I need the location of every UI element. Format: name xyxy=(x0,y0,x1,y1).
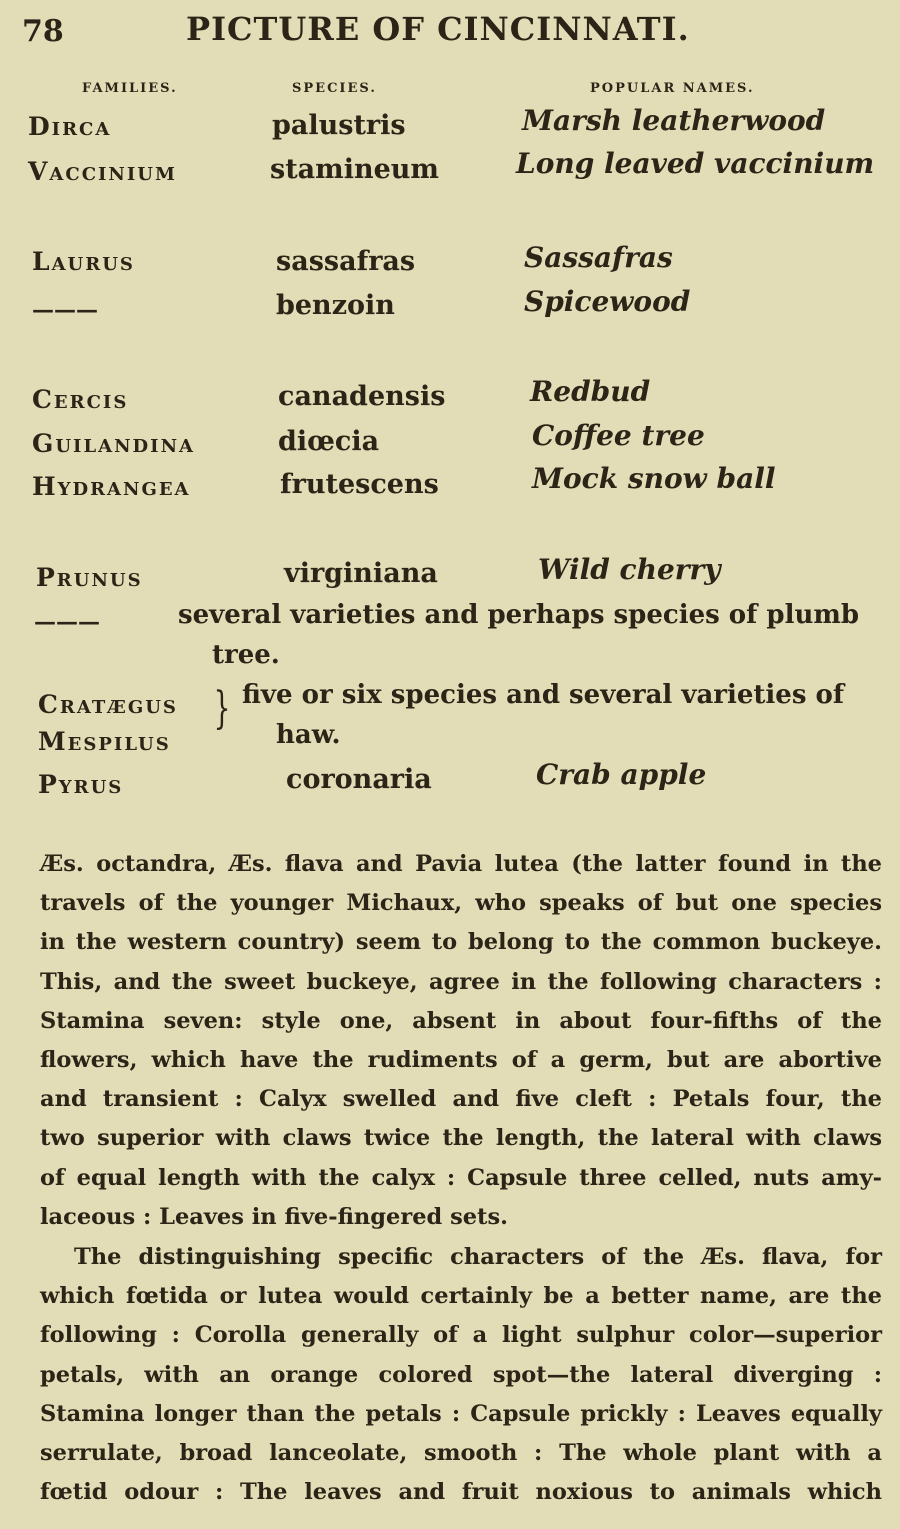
text-line: fœtid odour : The leaves and fruit noxious to animals which xyxy=(40,1479,882,1506)
family-cell: Hydrangea xyxy=(32,472,191,501)
popular-name-cell: Redbud xyxy=(530,375,651,408)
text-line: two superior with claws twice the length, the lateral with claws xyxy=(40,1125,882,1152)
text-line: Stamina longer than the petals : Capsule prickly : Leaves equally xyxy=(40,1400,882,1427)
text-line: Stamina seven: style one, absent in about four-fifths of the xyxy=(40,1007,882,1034)
paragraph-buckeye-characters xyxy=(40,845,882,1237)
species-cell: palustris xyxy=(272,110,406,141)
popular-name-cell: Coffee tree xyxy=(532,419,705,452)
prunus-note-line-1: several varieties and perhaps species of plumb xyxy=(178,600,860,630)
text-line: laceous : Leaves in five-fingered sets. xyxy=(40,1203,508,1230)
text-line: of equal length with the calyx : Capsule three celled, nuts amy- xyxy=(40,1164,882,1191)
text-line: following : Corolla generally of a light sulphur color—superior xyxy=(40,1322,882,1349)
family-cell: Guilandina xyxy=(32,429,195,458)
family-cell: Cratægus xyxy=(38,690,178,719)
text-line: serrulate, broad lanceolate, smooth : The whole plant with a xyxy=(40,1440,882,1467)
popular-name-cell: Sassafras xyxy=(524,241,673,274)
crataegus-note-line-2: haw. xyxy=(276,720,341,750)
prunus-note-line-2: tree. xyxy=(212,640,280,670)
text-line: travels of the younger Michaux, who speaks of but one species xyxy=(40,890,882,917)
popular-name-cell: Long leaved vaccinium xyxy=(516,147,875,180)
family-cell: Dirca xyxy=(28,112,112,141)
popular-name-cell: Wild cherry xyxy=(538,553,721,586)
species-cell: coronaria xyxy=(286,764,432,795)
family-cell: Vaccinium xyxy=(28,157,177,186)
text-line: Æs. octandra, Æs. flava and Pavia lutea (the latter found in the xyxy=(40,851,882,877)
species-cell: virginiana xyxy=(284,558,438,589)
species-cell: canadensis xyxy=(278,381,446,412)
ditto-dash: ——— xyxy=(34,609,100,635)
running-title: PICTURE OF CINCINNATI. xyxy=(186,10,690,48)
text-line: This, and the sweet buckeye, agree in the following characters : xyxy=(40,968,882,995)
popular-name-cell: Spicewood xyxy=(524,285,691,318)
text-line: petals, with an orange colored spot—the lateral diverging : xyxy=(40,1361,882,1388)
family-cell: Prunus xyxy=(36,563,143,592)
popular-name-cell: Crab apple xyxy=(536,758,707,791)
text-line: and transient : Calyx swelled and five cleft : Petals four, the xyxy=(40,1086,882,1113)
species-cell: benzoin xyxy=(276,290,395,321)
crataegus-note-line-1: five or six species and several varieties of xyxy=(242,680,845,710)
species-cell: frutescens xyxy=(280,469,439,500)
species-cell: sassafras xyxy=(276,246,416,277)
popular-name-cell: Mock snow ball xyxy=(532,462,776,495)
family-cell: Pyrus xyxy=(38,770,124,799)
text-line: flowers, which have the rudiments of a germ, but are abortive xyxy=(40,1047,882,1074)
popular-name-cell: Marsh leatherwood xyxy=(522,104,826,137)
family-cell: Laurus xyxy=(32,247,135,276)
column-header-popular-names: POPULAR NAMES. xyxy=(590,81,755,96)
species-cell: diœcia xyxy=(278,426,380,457)
family-cell: Cercis xyxy=(32,385,129,414)
grouping-brace: } xyxy=(213,683,231,734)
text-line: which fœtida or lutea would certainly be a better name, are the xyxy=(40,1283,882,1310)
text-line: The distinguishing specific characters of the Æs. flava, for xyxy=(74,1244,882,1270)
text-line: in the western country) seem to belong to the common buckeye. xyxy=(40,929,882,956)
column-header-families: FAMILIES. xyxy=(82,81,178,96)
ditto-dash: ——— xyxy=(32,297,98,323)
species-cell: stamineum xyxy=(270,154,440,185)
page-number: 78 xyxy=(22,14,64,49)
column-header-species: SPECIES. xyxy=(292,81,377,96)
paragraph-aesculus-flava xyxy=(40,1238,882,1512)
family-cell: Mespilus xyxy=(38,727,171,756)
